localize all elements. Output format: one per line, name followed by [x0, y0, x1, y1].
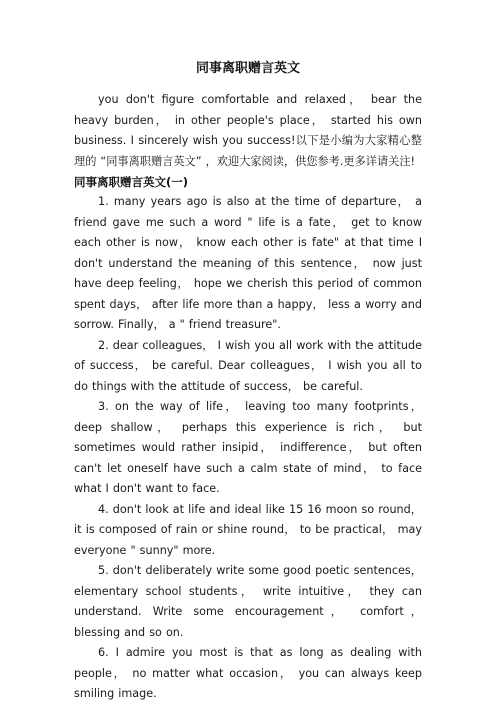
document-title: 同事离职赠言英文 [195, 61, 300, 76]
section-heading: 同事离职赠言英文(一) [74, 175, 189, 189]
list-item: 3. on the way of life， leaving too many footprints， deep shallow， perhaps this experience is rich， but sometimes would rather insipid， indifference， but often can't let oneself have such a calm state of mind， to face what I don't want to face. [74, 400, 422, 495]
intro-paragraph: you don't figure comfortable and relaxed， bear the heavy burden， in other people's place， started his own business. I sincerely wish you success!以下是小编为大家精心整理的 “同事离职赠言英文” ，欢迎大家阅读，供您参考.更多详请关注! [74, 93, 422, 168]
list-item: 5. don't deliberately write some good poetic sentences， elementary school students， write intuitive， they can understand. Write some encouragement， comfort， blessing and so on. [74, 564, 422, 639]
list-item: 1. many years ago is also at the time of departure， a friend gave me such a word " life is a fate， get to know each other is now， know each other is fate" at that time I don't understand the meaning of this sentence， now just have deep feeling， hope we cherish this period of common spent days， after life more than a happy， less a worry and sorrow. Finally， a " friend treasure". [74, 195, 422, 331]
list-item: 4. don't look at life and ideal like 15 16 moon so round， it is composed of rain or shine round， to be practical， may everyone " sunny" more. [74, 502, 422, 557]
list-item: 6. I admire you most is that as long as dealing with people， no matter what occasion， you can always keep smiling image. [74, 646, 422, 700]
list-item: 2. dear colleagues， I wish you all work with the attitude of success， be careful. Dear colleagues， I wish you all to do things with the attitude of success， be careful. [74, 338, 422, 393]
